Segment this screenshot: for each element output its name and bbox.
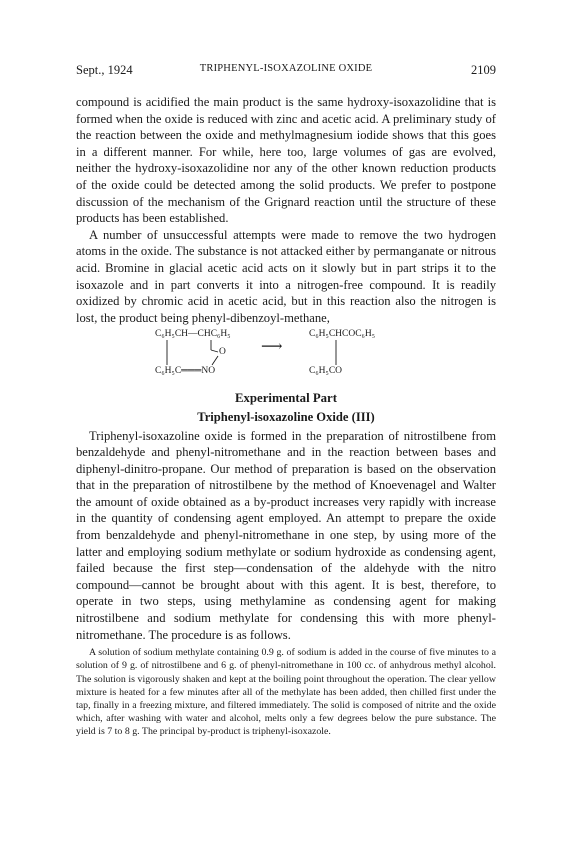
header-running-title: TRIPHENYL-ISOXAZOLINE OXIDE [199,63,373,74]
header-date: Sept., 1924 [76,63,133,77]
section-heading: Experimental Part [235,391,337,406]
formula-left-bottom: C₆H₅C═══NO [155,366,216,377]
subsection-heading: Triphenyl-isoxazoline Oxide (III) [197,409,375,424]
header-page-number: 2109 [471,63,496,77]
paragraph-continued: compound is acidified the main product is the same hydroxy-isoxazolidine that is formed when the oxide is reduced with zinc and acetic acid. A preliminary study of the reaction between the oxide and methylmagnesium iodide shows that this goes in a different manner. For while, here too, large volumes of gas are evolved, neither the hydroxy-isoxazolidine nor any of the other known reduction products of the oxide could be detected among the solid products. We prefer to postpone discussion of the mechanism of the Grignard reaction until the structure of these products has been established. [76,95,496,226]
paragraph-oxidation-attempts: A number of unsuccessful attempts were made to remove the two hydrogen atoms in the oxide. The substance is not attacked either by permanganate or nitrous acid. Bromine in glacial acetic acid acts on it slowly but in part strips it to the isoxazole and in part converts it into a nitrogen-free compound. It is readily oxidized by chromic acid in acetic acid, but in this reaction also the nitrogen is lost, the product being phenyl-dibenzoyl-methane, [76,227,496,325]
formula-left-top: C₆H₅CH—CHC₆H₅ [155,329,231,340]
formula-right-top: C₆H₅CHCOC₆H₅ [309,329,376,340]
formula-left-oxygen: O [219,347,226,358]
paragraph-procedure: A solution of sodium methylate containing 0.9 g. of sodium is added in the course of five minutes to a solution of 9 g. of nitrostilbene and 6 g. of phenyl-nitromethane in 100 cc. of anhydrous methyl alcohol. The solution is vigorously shaken and kept at the boiling point throughout the operation. The clear yellow mixture is heated for a few minutes after all of the methylate has been added, then chilled first under the tap, finally in a freezing mixture, and filtered immediately. The solid is composed of nitrite and the oxide which, after washing with water and alcohol, melts only a few degrees below the pure substance. The yield is 7 to 8 g. The principal by-product is triphenyl-isoxazole. [76,647,496,738]
reaction-arrow: ⟶ [261,339,283,356]
paragraph-preparation: Triphenyl-isoxazoline oxide is formed in the preparation of nitrostilbene from benzaldehyde and phenyl-nitromethane and in the reaction between bases and diphenyl-dinitro-propane. Our method of preparation is based on the observation that in the preparation of nitrostilbene by the method of Knoevenagel and Walter the amount of oxide obtained as a by-product increases very rapidly with increase in the quantity of condensing agent employed. An attempt to prepare the oxide from benzaldehyde and phenyl-nitromethane in one step, by using more of the latter and employing sodium methylate or sodium hydroxide as condensing agent, failed because the first step—condensation of the aldehyde with the nitro compound—cannot be brought about with this agent. It is best, therefore, to operate in two steps, using methylamine as condensing agent for making nitrostilbene and sodium methylate for condensing this with more phenyl-nitromethane. The procedure is as follows. [76,428,496,642]
procedure-block [76,646,496,738]
equation-bonds [76,328,496,386]
chemical-equation [76,328,496,386]
formula-right-bottom: C₆H₅CO [309,366,343,377]
page-body [76,94,496,739]
